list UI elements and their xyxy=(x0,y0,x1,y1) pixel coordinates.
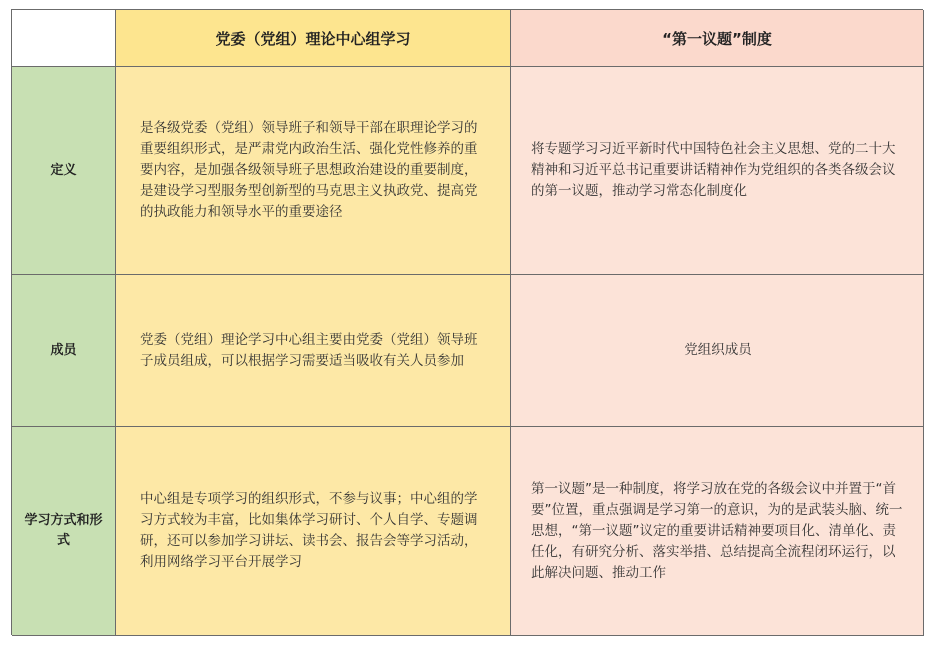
row-label-definition: 定义 xyxy=(12,67,116,275)
row-label-members: 成员 xyxy=(12,275,116,427)
comparison-table xyxy=(11,9,923,635)
column-header-theory-group: 党委（党组）理论中心组学习 xyxy=(116,10,511,67)
cell-definition-first-topic: 将专题学习习近平新时代中国特色社会主义思想、党的二十大精神和习近平总书记重要讲话精神作为党组织的各类各级会议的第一议题，推动学习常态化制度化 xyxy=(511,67,924,275)
column-header-first-topic: “第一议题”制度 xyxy=(511,10,924,67)
table-corner-cell xyxy=(12,10,116,67)
cell-definition-theory-group: 是各级党委（党组）领导班子和领导干部在职理论学习的重要组织形式，是严肃党内政治生活、强化党性修养的重要内容，是加强各级领导班子思想政治建设的重要制度，是建设学习型服务型创新型的马克思主义执政党、提高党的执政能力和领导水平的重要途径 xyxy=(116,67,511,275)
cell-method-first-topic: 第一议题”是一种制度，将学习放在党的各级会议中并置于“首要”位置，重点强调是学习第一的意识，为的是武装头脑、统一思想，“第一议题”议定的重要讲话精神要项目化、清单化、责任化，有研究分析、落实举措、总结提高全流程闭环运行，以此解决问题、推动工作 xyxy=(511,427,924,636)
cell-members-first-topic: 党组织成员 xyxy=(511,275,924,427)
row-label-method: 学习方式和形式 xyxy=(12,427,116,636)
cell-method-theory-group: 中心组是专项学习的组织形式，不参与议事；中心组的学习方式较为丰富，比如集体学习研讨、个人自学、专题调研，还可以参加学习讲坛、读书会、报告会等学习活动，利用网络学习平台开展学习 xyxy=(116,427,511,636)
cell-members-theory-group: 党委（党组）理论学习中心组主要由党委（党组）领导班子成员组成，可以根据学习需要适当吸收有关人员参加 xyxy=(116,275,511,427)
